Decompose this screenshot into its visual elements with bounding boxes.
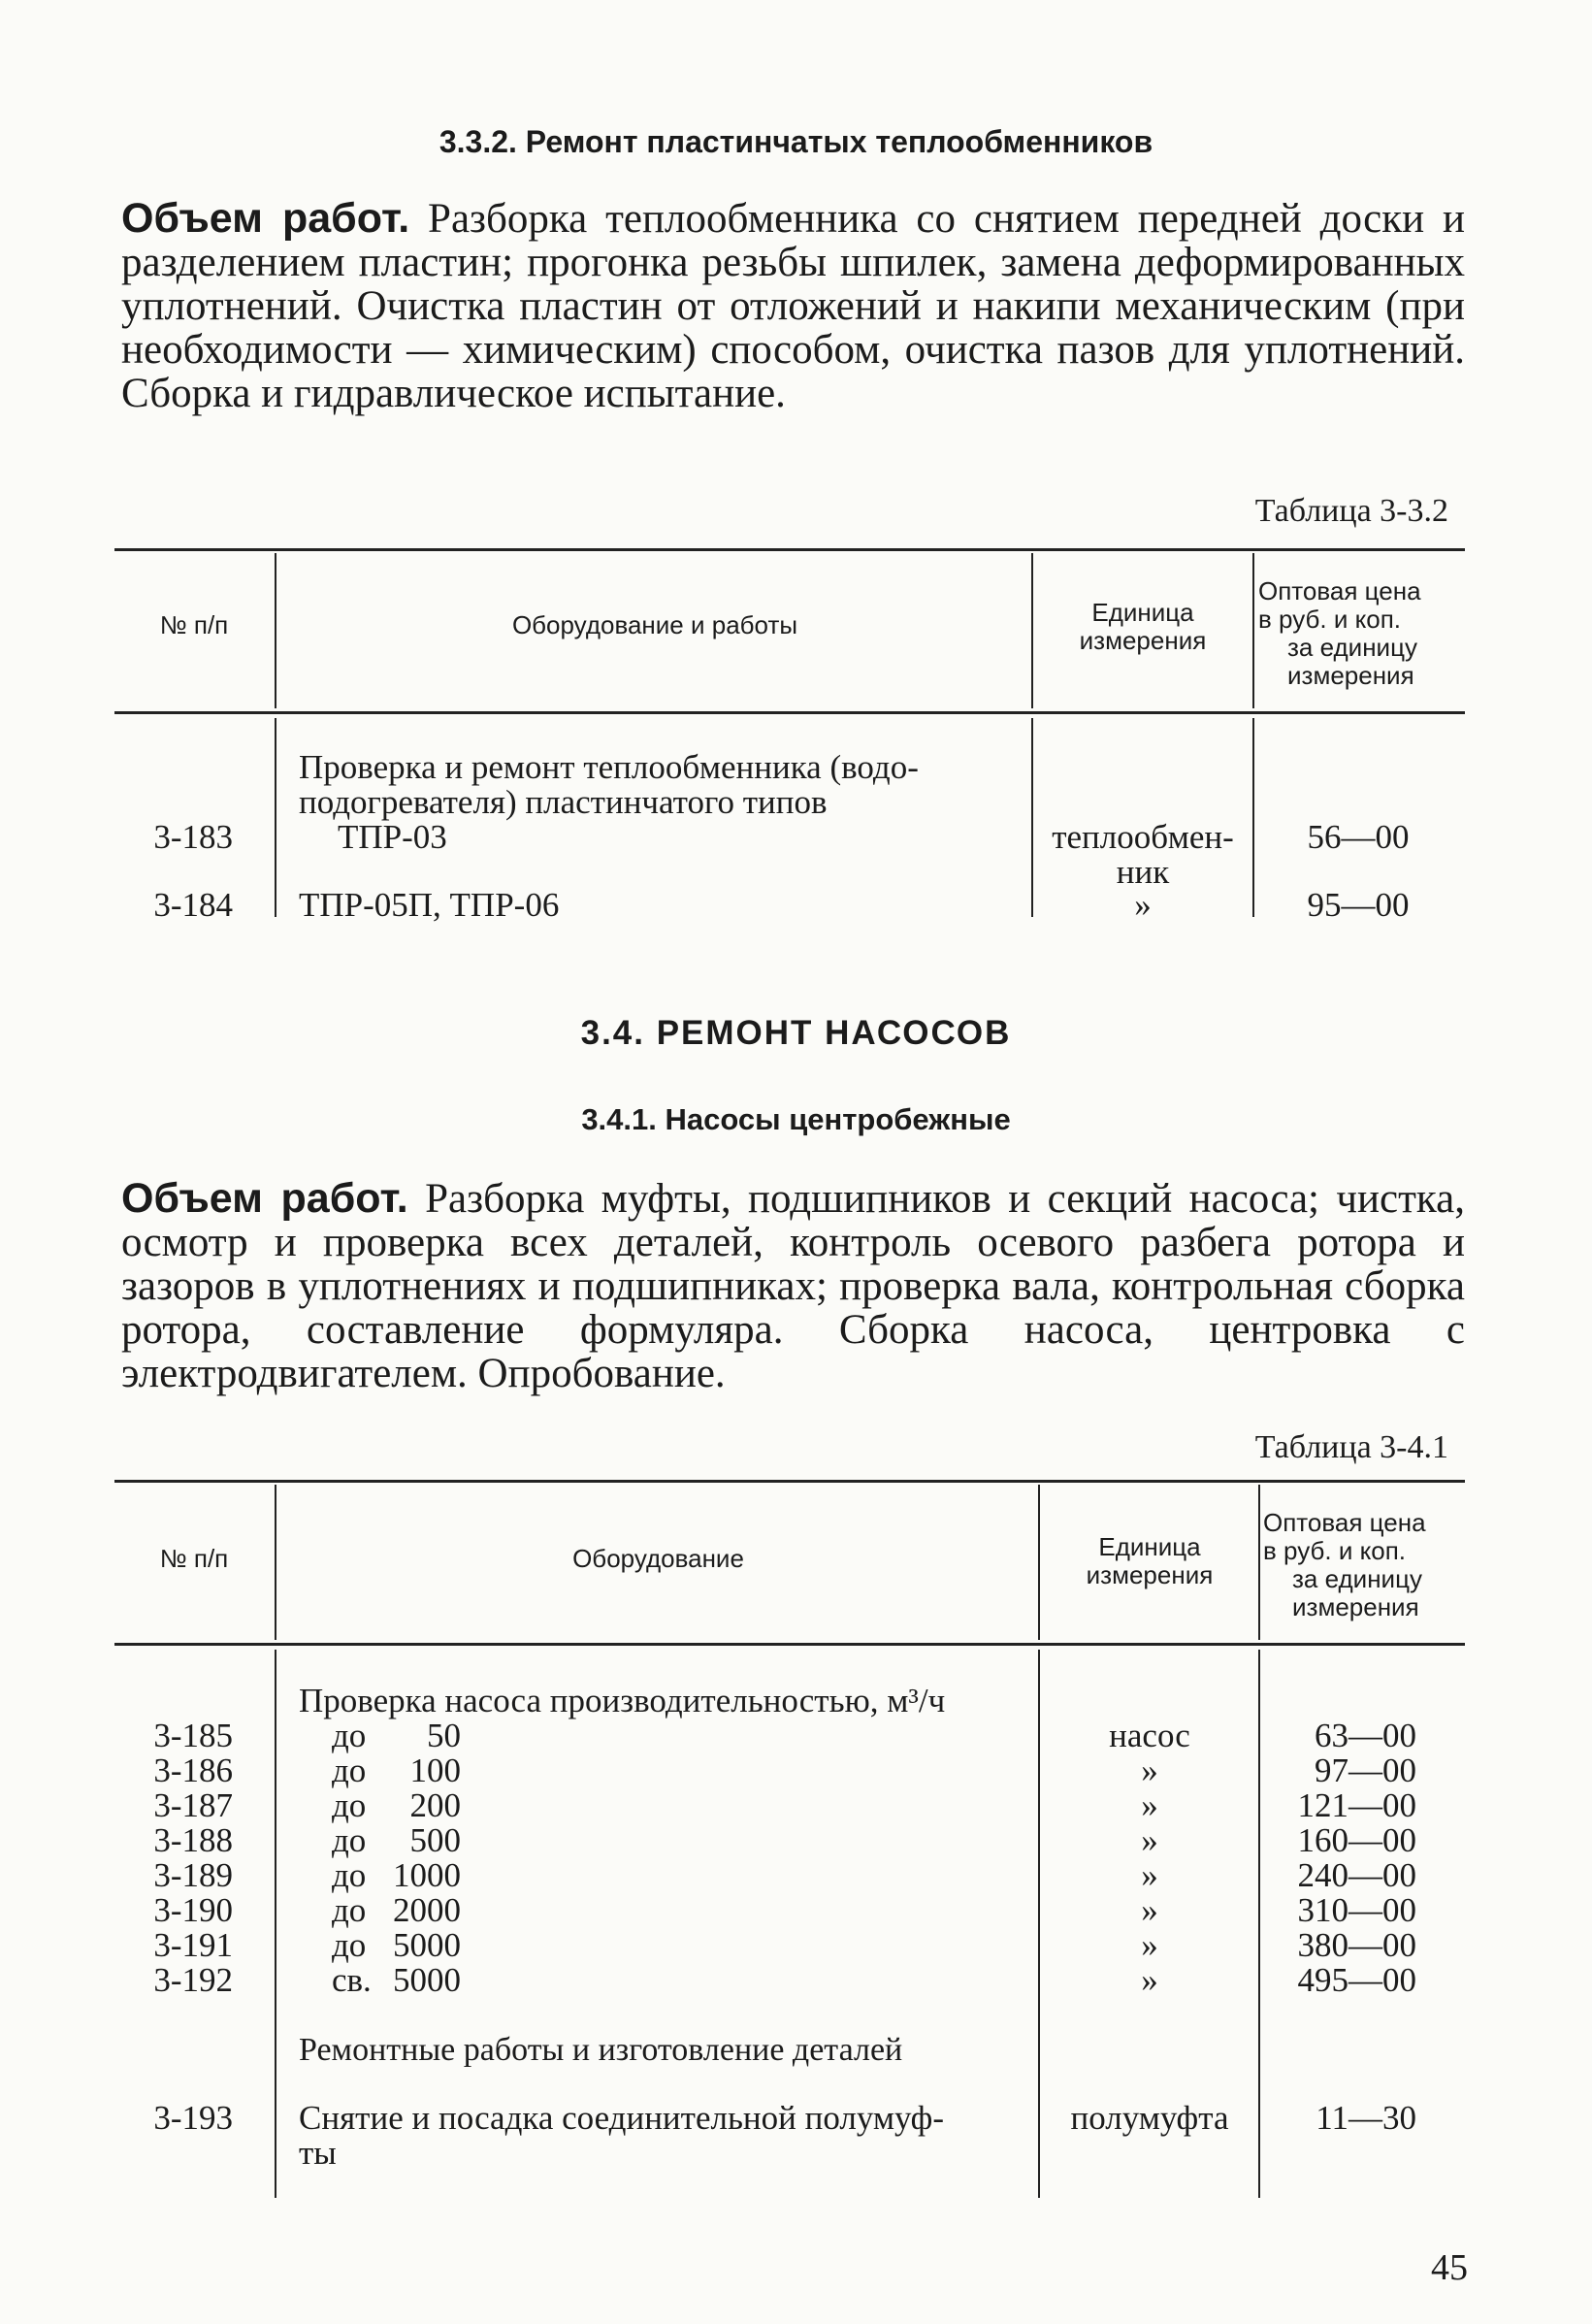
row-unit: » <box>1141 1856 1158 1894</box>
row-capacity: 2000 <box>393 1891 461 1929</box>
work-scope-text: Разборка теплообменника со снятием передней доски и разделением пластин; прогонка резьбы шпилек, замена деформированных уплотнений. Очистка пластин от отложений и накипи механическим (при необходимости — химическим) способом, очистка пазов для уплотнений. Сборка и гидравлическое испытание. <box>121 196 1465 416</box>
row-unit: » <box>1141 1786 1158 1824</box>
subgroup-label: Ремонтные работы и изготовление деталей <box>299 2032 903 2068</box>
row-num: 3-192 <box>153 1961 233 1999</box>
row-price: 11—30 <box>1316 2099 1416 2137</box>
table-rule-top <box>114 1480 1465 1483</box>
section-heading-3-4-1: 3.4.1. Насосы центробежные <box>581 1102 1011 1136</box>
col-divider <box>1038 1650 1040 2198</box>
header-price: Оптовая цена в руб. и коп. за единицу измерения <box>1263 1508 1426 1621</box>
row-unit: » <box>1134 886 1152 924</box>
row-price: 95—00 <box>1307 886 1410 924</box>
row-prefix: до <box>332 1821 367 1859</box>
row-num: 3-186 <box>153 1751 233 1789</box>
row-price: 240—00 <box>1297 1856 1416 1894</box>
row-price: 310—00 <box>1297 1891 1416 1929</box>
row-capacity: 200 <box>409 1786 461 1824</box>
row-num: 3-187 <box>153 1786 233 1824</box>
row-num: 3-193 <box>153 2099 233 2137</box>
row-num: 3-185 <box>153 1717 233 1754</box>
row-unit: » <box>1141 1926 1158 1964</box>
row-prefix: до <box>332 1717 367 1754</box>
table-rule-header <box>114 711 1465 714</box>
header-unit: Единица измерения <box>1086 1532 1214 1589</box>
col-divider <box>1252 553 1254 708</box>
row-price: 495—00 <box>1297 1961 1416 1999</box>
col-divider <box>1258 1650 1260 2198</box>
table-caption-2: Таблица 3-4.1 <box>1254 1429 1448 1465</box>
row-price: 121—00 <box>1297 1786 1416 1824</box>
work-scope-text: Разборка муфты, подшипников и секций насоса; чистка, осмотр и проверка всех деталей, контроль осевого разбега ротора и зазоров в уплотнениях и подшипниках; проверка вала, контрольная сборка ротора, составление формуляра. Сборка насоса, центровка с электродвигателем. Опробование. <box>121 1176 1465 1396</box>
work-scope-paragraph-2 <box>121 1177 1465 1395</box>
row-num: 3-183 <box>153 818 233 856</box>
row-unit: » <box>1141 1961 1158 1999</box>
header-item: Оборудование <box>572 1544 744 1573</box>
row-price: 160—00 <box>1297 1821 1416 1859</box>
row-capacity: 50 <box>427 1717 461 1754</box>
col-divider <box>275 553 276 708</box>
col-divider <box>1031 553 1033 708</box>
row-price: 380—00 <box>1297 1926 1416 1964</box>
row-num: 3-184 <box>153 886 233 924</box>
work-scope-lead: Объем работ. <box>121 195 410 242</box>
row-price: 56—00 <box>1307 818 1410 856</box>
row-capacity: 500 <box>409 1821 461 1859</box>
row-num: 3-189 <box>153 1856 233 1894</box>
row-prefix: до <box>332 1786 367 1824</box>
row-unit: полумуфта <box>1070 2099 1229 2137</box>
row-capacity: 5000 <box>393 1961 461 1999</box>
row-num: 3-188 <box>153 1821 233 1859</box>
col-divider <box>1258 1485 1260 1640</box>
row-num: 3-191 <box>153 1926 233 1964</box>
header-num: № п/п <box>159 1544 229 1573</box>
row-price: 63—00 <box>1315 1717 1416 1754</box>
header-num: № п/п <box>159 610 229 639</box>
row-prefix: до <box>332 1891 367 1929</box>
section-heading-3-4: 3.4. РЕМОНТ НАСОСОВ <box>580 1014 1012 1052</box>
row-capacity: 100 <box>409 1751 461 1789</box>
col-divider <box>275 1650 276 2198</box>
table-rule-header <box>114 1643 1465 1646</box>
row-capacity: 5000 <box>393 1926 461 1964</box>
row-price: 97—00 <box>1315 1751 1416 1789</box>
row-item: ТПР-05П, ТПР-06 <box>299 886 560 924</box>
header-price: Оптовая цена в руб. и коп. за единицу измерения <box>1258 576 1421 690</box>
row-unit: » <box>1141 1821 1158 1859</box>
work-scope-paragraph-1 <box>121 197 1465 415</box>
group-label: Проверка насоса производительностью, м³/ч <box>299 1682 946 1719</box>
row-unit: » <box>1141 1891 1158 1929</box>
group-label: Проверка и ремонт теплообменника (водо- подогревателя) пластинчатого типов <box>299 748 919 821</box>
work-scope-lead: Объем работ. <box>121 1175 408 1222</box>
col-divider <box>1038 1485 1040 1640</box>
header-item: Оборудование и работы <box>511 610 798 639</box>
table-caption-1: Таблица 3-3.2 <box>1254 493 1448 529</box>
header-unit: Единица измерения <box>1079 598 1207 655</box>
row-prefix: до <box>332 1751 367 1789</box>
row-prefix: до <box>332 1856 367 1894</box>
row-capacity: 1000 <box>393 1856 461 1894</box>
row-item: Снятие и посадка соединительной полумуф- ты <box>299 2099 945 2172</box>
col-divider <box>275 718 276 917</box>
row-prefix: до <box>332 1926 367 1964</box>
col-divider <box>1252 718 1254 917</box>
row-unit: » <box>1141 1751 1158 1789</box>
row-unit: теплообмен- ник <box>1052 818 1234 891</box>
col-divider <box>1031 718 1033 917</box>
col-divider <box>275 1485 276 1640</box>
row-num: 3-190 <box>153 1891 233 1929</box>
row-item: ТПР-03 <box>338 818 447 856</box>
row-unit: насос <box>1109 1717 1190 1754</box>
page-number: 45 <box>1431 2247 1468 2288</box>
section-heading-3-3-2: 3.3.2. Ремонт пластинчатых теплообменников <box>439 124 1153 159</box>
table-rule-top <box>114 548 1465 551</box>
row-prefix: св. <box>332 1961 372 1999</box>
